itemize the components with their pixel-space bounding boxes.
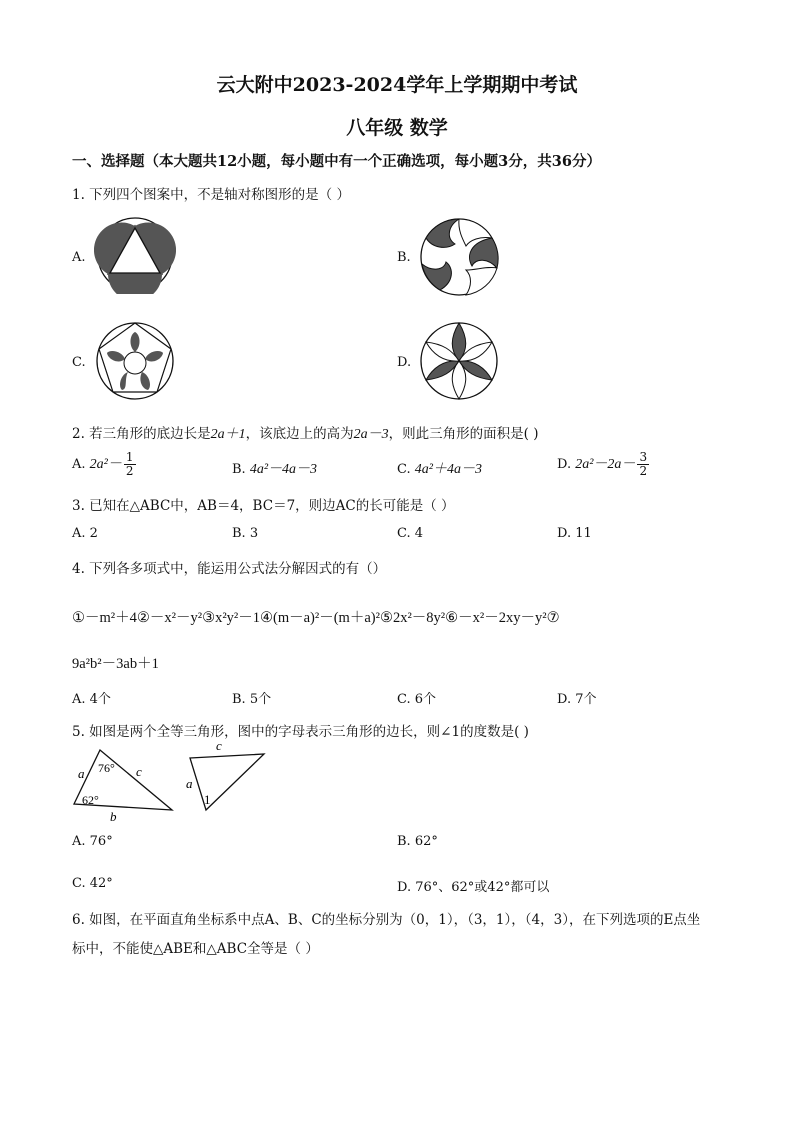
numerator: 3 [639,450,648,464]
denominator: 2 [639,464,648,478]
option-label: D. [557,457,572,472]
side-a-label: a [78,766,85,781]
side-c2-label: c [216,738,222,753]
numerator: 1 [125,450,134,464]
fraction [637,451,649,478]
q5-option-b: B. 62° [397,834,438,849]
q5-triangles-figure [68,738,268,824]
option-expr: 2a²－ [89,457,122,472]
q1-figure-a [94,216,176,294]
angle-62-label: 62° [82,793,99,807]
q3-option-d: D. 11 [557,526,592,541]
q4-stem: 4. 下列各多项式中，能运用公式法分解因式的有（） [72,561,387,577]
angle-1-label: 1 [204,792,211,807]
q1-option-d-label: D. [397,355,412,370]
exam-subtitle: 八年级 数学 [346,117,448,139]
q1-stem: 1. 下列四个图案中，不是轴对称图形的是（ ） [72,187,350,203]
side-c-label: c [136,764,142,779]
q2-option-b [232,458,317,478]
q2-option-a [72,451,138,478]
side-a2-label: a [186,776,193,791]
q3-option-a: A. 2 [72,526,98,541]
q1-option-a-label: A. [72,250,86,265]
q5-option-c: C. 42° [72,876,113,891]
q1-figure-b [418,216,500,298]
q3-stem: 3. 已知在△ABC中，AB＝4，BC＝7，则边AC的长可能是（ ） [72,498,455,514]
fraction [124,451,136,478]
q4-option-a: A. 4个 [72,692,111,707]
q2-stem [72,422,539,443]
option-expr: 2a²－2a－ [575,457,636,472]
q2-stem-part: ，该底边上的高为 [245,426,354,442]
q1-option-c-label: C. [72,355,86,370]
q4-option-b: B. 5个 [232,692,272,707]
q5-stem: 5. 如图是两个全等三角形，图中的字母表示三角形的边长，则∠1的度数是( ) [72,724,529,740]
q2-base-expr: 2a＋1 [210,427,246,442]
q5-option-a: A. 76° [72,834,113,849]
q1-figure-c [94,320,176,402]
option-label: B. [232,462,246,477]
q2-stem-part: 2. 若三角形的底边长是 [72,426,211,442]
q4-expressions-line2: 9a²b²－3ab＋1 [72,656,159,672]
q2-height-expr: 2a－3 [353,427,389,442]
q1-figure-d [418,320,500,402]
q3-option-c: C. 4 [397,526,424,541]
option-expr: 4a²＋4a－3 [414,462,482,477]
side-b-label: b [110,809,117,824]
exam-title: 云大附中2023-2024学年上学期期中考试 [216,74,578,96]
q4-option-c: C. 6个 [397,692,437,707]
q6-stem-line1: 6. 如图，在平面直角坐标系中点A、B、C的坐标分别为（0，1），（3，1），（4，3），在下列选项的E点坐 [72,912,701,928]
section-heading: 一、选择题（本大题共12小题，每小题中有一个正确选项，每小题3分，共36分） [72,153,601,170]
q2-option-c [397,458,482,478]
q2-stem-part: ，则此三角形的面积是( ) [388,426,539,442]
denominator: 2 [125,464,134,478]
q4-expressions-line1: ①－m²＋4②－x²－y²③x²y²－1④(m－a)²－(m＋a)²⑤2x²－8y²⑥－x²－2xy－y²⑦ [72,610,560,626]
angle-76-label: 76° [98,761,115,775]
q2-option-d [557,451,651,478]
q5-option-d: D. 76°、62°或42°都可以 [397,880,550,895]
option-expr: 4a²－4a－3 [249,462,318,477]
q6-stem-line2: 标中，不能使△ABE和△ABC全等是（ ） [72,941,319,957]
q1-option-b-label: B. [397,250,411,265]
q3-option-b: B. 3 [232,526,259,541]
option-label: C. [397,462,411,477]
q4-option-d: D. 7个 [557,692,597,707]
option-label: A. [72,457,86,472]
